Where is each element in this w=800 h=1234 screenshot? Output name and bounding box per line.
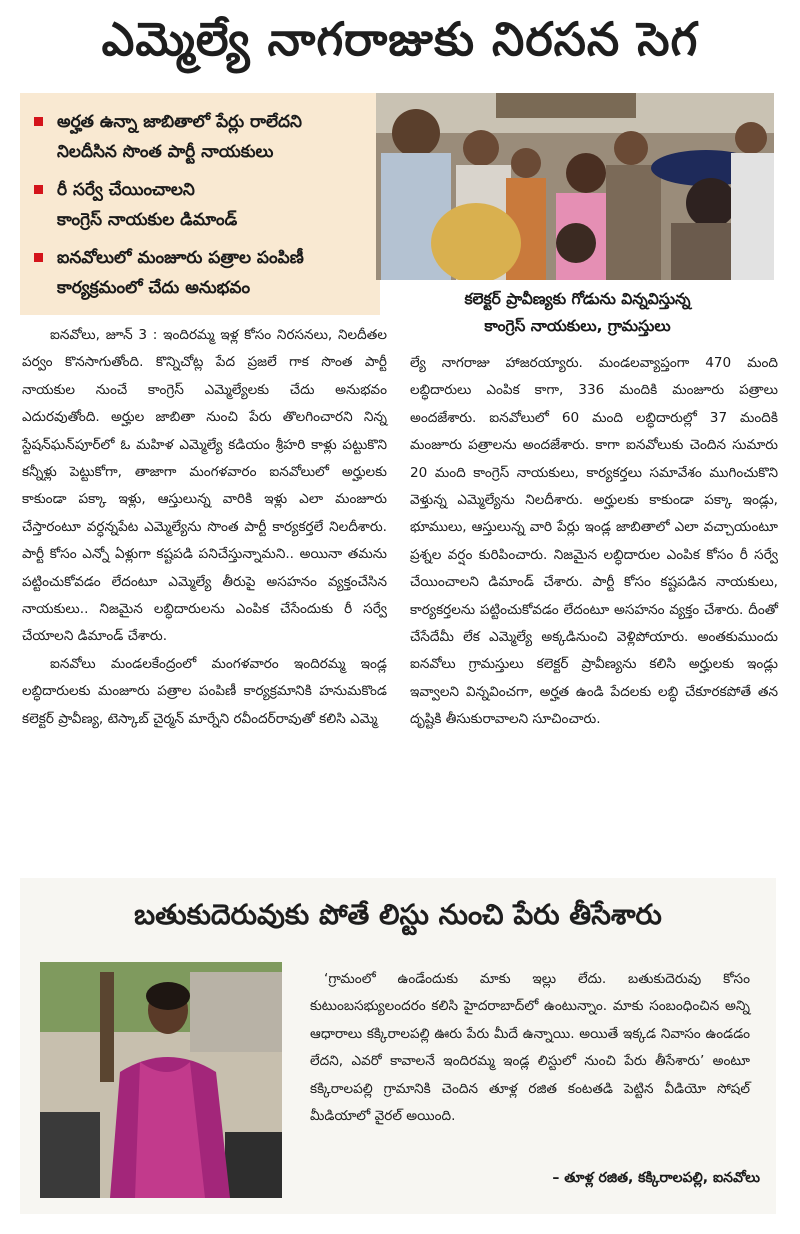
sidebar-story-quote: ‘గ్రామంలో ఉండేందుకు మాకు ఇల్లు లేదు. బతుకుదెరువు కోసం కుటుంబసభ్యులందరం కలిసి హైదరాబాద్‌లో ఉంటున్నాం. మాకు సంబంధించిన అన్ని ఆధారాలు కక్కిరాలపల్లి ఊరు పేరు మీదే ఉన్నాయి. అయితే ఇక్కడ నివాసం ఉండడం లేదని, ఎవరో కావాలనే ఇందిరమ్మ ఇండ్ల లిస్టులో నుంచి పేరు తీసేశారు’ అంటూ కక్కిరాలపల్లి గ్రామానికి చెందిన తూళ్ల రజిత కంటతడి పెట్టిన వీడియో సోషల్ మీడియాలో వైరల్ అయింది.	[310, 971, 750, 1125]
highlight-text: రీ సర్వే చేయించాలని కాంగ్రెస్ నాయకుల డిమాండ్	[57, 180, 238, 230]
highlights-box	[20, 93, 380, 315]
article-column-left	[22, 322, 387, 862]
red-square-bullet-icon	[34, 117, 43, 126]
red-square-bullet-icon	[34, 253, 43, 262]
highlight-text: ఐనవోలులో మంజూరు పత్రాల పంపిణీ కార్యక్రమంలో చేదు అనుభవం	[57, 248, 304, 298]
highlight-item	[34, 175, 368, 235]
highlight-item	[34, 243, 368, 303]
sidebar-story-byline: – తూళ్ల రజిత, కక్కిరాలపల్లి, ఐనవోలు	[552, 1170, 760, 1186]
sidebar-story-box	[20, 878, 776, 1214]
article-paragraph: ల్యే నాగరాజు హాజరయ్యారు. మండలవ్యాప్తంగా 470 మంది లబ్ధిదారులు ఎంపిక కాగా, 336 మందికి మంజూరు పత్రాలు అందజేశారు. ఐనవోలులో 60 మంది లబ్ధిదారుల్లో 37 మందికి మంజూరు పత్రాలను అందజేశారు. కాగా ఐనవోలుకు చెందిన సుమారు 20 మంది కాంగ్రెస్ నాయకులు, కార్యకర్తలు సమావేశం ముగించుకొని వెళ్తున్న ఎమ్మెల్యేను నిలదీశారు. అర్హులకు కాకుండా పక్కా ఇండ్లు, భూములు, ఆస్తులున్న వారి పేర్లు ఇండ్ల జాబితాలో ఎలా వచ్చాయంటూ ప్రశ్నల వర్షం కురిపించారు. నిజమైన లబ్ధిదారుల ఎంపిక కోసం రీ సర్వే చేయించాలని డిమాండ్ చేశారు. పార్టీ కోసం కష్టపడిన నాయకులు, కార్యకర్తలను పట్టించుకోవడం లేదంటూ అసహనం వ్యక్తం చేశారు. దీంతో చేసేదేమీ లేక ఎమ్మెల్యే అక్కడినుంచి వెళ్లిపోయారు. అంతకుముందు ఐనవోలు గ్రామస్తులు కలెక్టర్ ప్రావీణ్యను కలిసి అర్హులకు ఇండ్లు ఇవ్వాలని విన్నవించగా, అర్హత ఉండి పేదలకు లబ్ధి చేకూరకపోతే తన దృష్టికి తీసుకురావాలని సూచించారు.	[410, 355, 778, 728]
red-square-bullet-icon	[34, 185, 43, 194]
highlight-text: అర్హత ఉన్నా జాబితాలో పేర్లు రాలేదని నిలదీసిన సొంత పార్టీ నాయకులు	[57, 112, 302, 162]
article-column-right	[410, 350, 778, 862]
article-paragraph: ఐనవోలు, జూన్ 3 : ఇందిరమ్మ ఇళ్ల కోసం నిరసనలు, నిలదీతల పర్వం కొనసాగుతోంది. కొన్నిచోట్ల పేద ప్రజలే గాక సొంత పార్టీ నాయకుల నుంచే కాంగ్రెస్ ఎమ్మెల్యేలకు చేదు అనుభవం ఎదురవుతోంది. అర్హుల జాబితా నుంచి పేరు తొలగించారని నిన్న స్టేషన్‌ఘన్‌పూర్‌లో ఓ మహిళ ఎమ్మెల్యే కడియం శ్రీహరి కాళ్లు పట్టుకొని కన్నీళ్లు పెట్టుకోగా, తాజాగా మంగళవారం ఐనవోలులో అర్హులకు కాకుండా పక్కా ఇళ్లు, ఆస్తులున్న వారికి ఇళ్లు ఎలా మంజూరు చేస్తారంటూ వర్ధన్నపేట ఎమ్మెల్యేను సొంత పార్టీ కార్యకర్తలే నిలదీశారు. పార్టీ కోసం ఎన్నో ఏళ్లుగా కష్టపడి పనిచేస్తున్నామని.. అయినా తమను పట్టించుకోవడం లేదంటూ ఎమ్మెల్యే తీరుపై అసహనం వ్యక్తంచేసిన నాయకులు.. నిజమైన లబ్ధిదారులను ఎంపిక చేసేందుకు రీ సర్వే చేయాలని డిమాండ్ చేశారు.	[22, 327, 387, 645]
article-paragraph: ఐనవోలు మండలకేంద్రంలో మంగళవారం ఇందిరమ్మ ఇండ్ల లబ్ధిదారులకు మంజూరు పత్రాల పంపిణీ కార్యక్రమానికి హనుమకొండ కలెక్టర్ ప్రావీణ్య, టెస్కాబ్ చైర్మన్ మార్నేని రవీందర్‌రావుతో కలిసి ఎమ్మె	[22, 655, 387, 727]
page-headline: ఎమ్మెల్యే నాగరాజుకు నిరసన సెగ	[101, 12, 699, 66]
highlight-item	[34, 107, 368, 167]
sidebar-story-title: బతుకుదెరువుకు పోతే లిస్టు నుంచి పేరు తీసేశారు	[134, 898, 662, 931]
photo-caption: కలెక్టర్ ప్రావీణ్యకు గోడును విన్నవిస్తున్న కాంగ్రెస్ నాయకులు, గ్రామస్తులు	[464, 290, 691, 335]
woman-photo-illustration	[40, 962, 282, 1198]
woman-portrait-photo	[40, 962, 282, 1198]
news-photo-collector-meeting	[376, 93, 774, 280]
crowd-photo-illustration	[376, 93, 774, 280]
